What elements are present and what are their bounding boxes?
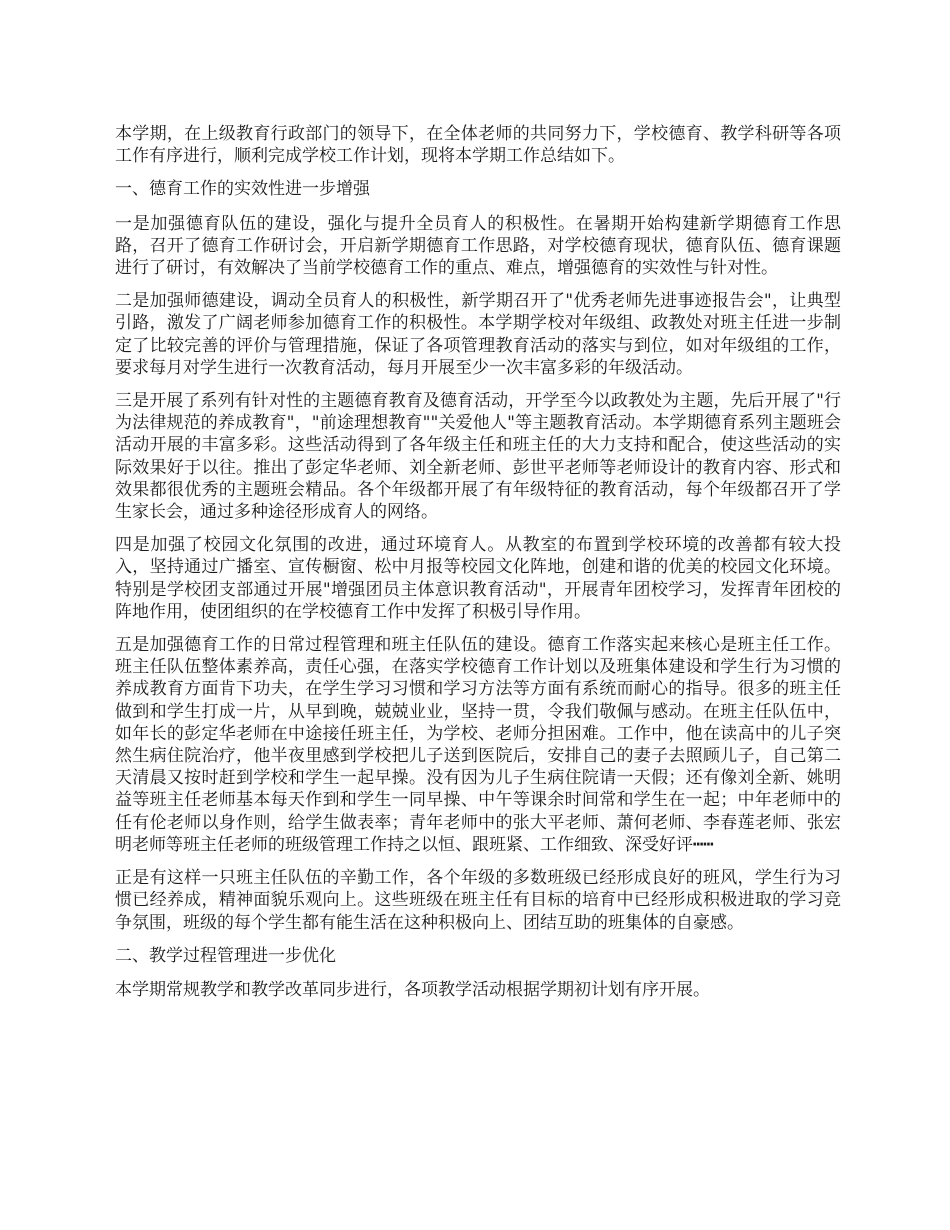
paragraph-campus-culture: 四是加强了校园文化氛围的改进，通过环境育人。从教室的布置到学校环境的改善都有较大投入，坚持通过广播室、宣传橱窗、松中月报等校园文化阵地，创建和谐的优美的校园文化环境。特别是学校团支部通过开展"增强团员主体意识教育活动"，开展青年团校学习，发挥青年团校的阵地作用，使团组织的在学校德育工作中发挥了积极引导作用。 xyxy=(115,535,841,622)
paragraph-moral-team: 一是加强德育队伍的建设，强化与提升全员育人的积极性。在暑期开始构建新学期德育工作思路，召开了德育工作研讨会，开启新学期德育工作思路，对学校德育现状，德育队伍、德育课题进行了研讨，有效解决了当前学校德育工作的重点、难点，增强德育的实效性与针对性。 xyxy=(115,213,841,279)
section-heading-teaching: 二、教学过程管理进一步优化 xyxy=(115,945,336,966)
intro-paragraph: 本学期，在上级教育行政部门的领导下，在全体老师的共同努力下，学校德育、教学科研等各项工作有序进行，顺利完成学校工作计划，现将本学期工作总结如下。 xyxy=(115,124,841,167)
paragraph-theme-activities: 三是开展了系列有针对性的主题德育教育及德育活动，开学至今以政教处为主题，先后开展了"行为法律规范的养成教育"，"前途理想教育""关爱他人"等主题教育活动。本学期德育系列主题班会活动开展的丰富多彩。这些活动得到了各年级主任和班主任的大力支持和配合，使这些活动的实际效果好于以往。推出了彭定华老师、刘全新老师、彭世平老师等老师设计的教育内容、形式和效果都很优秀的主题班会精品。各个年级都开展了有年级特征的教育活动，每个年级都召开了学生家长会，通过多种途径形成育人的网络。 xyxy=(115,391,841,523)
paragraph-teaching-reform: 本学期常规教学和教学改革同步进行，各项教学活动根据学期初计划有序开展。 xyxy=(115,979,710,1000)
document-body xyxy=(115,123,841,1012)
paragraph-class-teachers: 五是加强德育工作的日常过程管理和班主任队伍的建设。德育工作落实起来核心是班主任工作。班主任队伍整体素养高，责任心强，在落实学校德育工作计划以及班集体建设和学生行为习惯的养成教育方面肯下功夫，在学生学习习惯和学习方法等方面有系统而耐心的指导。很多的班主任做到和学生打成一片，从早到晚，兢兢业业，坚持一贯，令我们敬佩与感动。在班主任队伍中，如年长的彭定华老师在中途接任班主任，为学校、老师分担困难。工作中，他在读高中的儿子突然生病住院治疗，他半夜里感到学校把儿子送到医院后，安排自己的妻子去照顾儿子，自己第二天清晨又按时赶到学校和学生一起早操。没有因为儿子生病住院请一天假；还有像刘全新、姚明益等班主任老师基本每天作到和学生一同早操、中午等课余时间常和学生在一起；中年老师中的任有伦老师以身作则，给学生做表率；青年老师中的张大平老师、萧何老师、李春莲老师、张宏明老师等班主任老师的班级管理工作持之以恒、跟班紧、工作细致、深受好评┅┅ xyxy=(115,635,841,855)
paragraph-teacher-ethics: 二是加强师德建设，调动全员育人的积极性，新学期召开了"优秀老师先进事迹报告会"，让典型引路，激发了广阔老师参加德育工作的积极性。本学期学校对年级组、政教处对班主任进一步制定了比较完善的评价与管理措施，保证了各项管理教育活动的落实与到位，如对年级组的工作，要求每月对学生进行一次教育活动，每月开展至少一次丰富多彩的年级活动。 xyxy=(115,291,841,378)
paragraph-class-atmosphere: 正是有这样一只班主任队伍的辛勤工作，各个年级的多数班级已经形成良好的班风，学生行为习惯已经养成，精神面貌乐观向上。这些班级在班主任有目标的培育中已经形成积极进取的学习竞争氛围，班级的每个学生都有能生活在这种积极向上、团结互助的班集体的自豪感。 xyxy=(115,868,841,933)
section-heading-moral-education: 一、德育工作的实效性进一步增强 xyxy=(115,179,370,200)
